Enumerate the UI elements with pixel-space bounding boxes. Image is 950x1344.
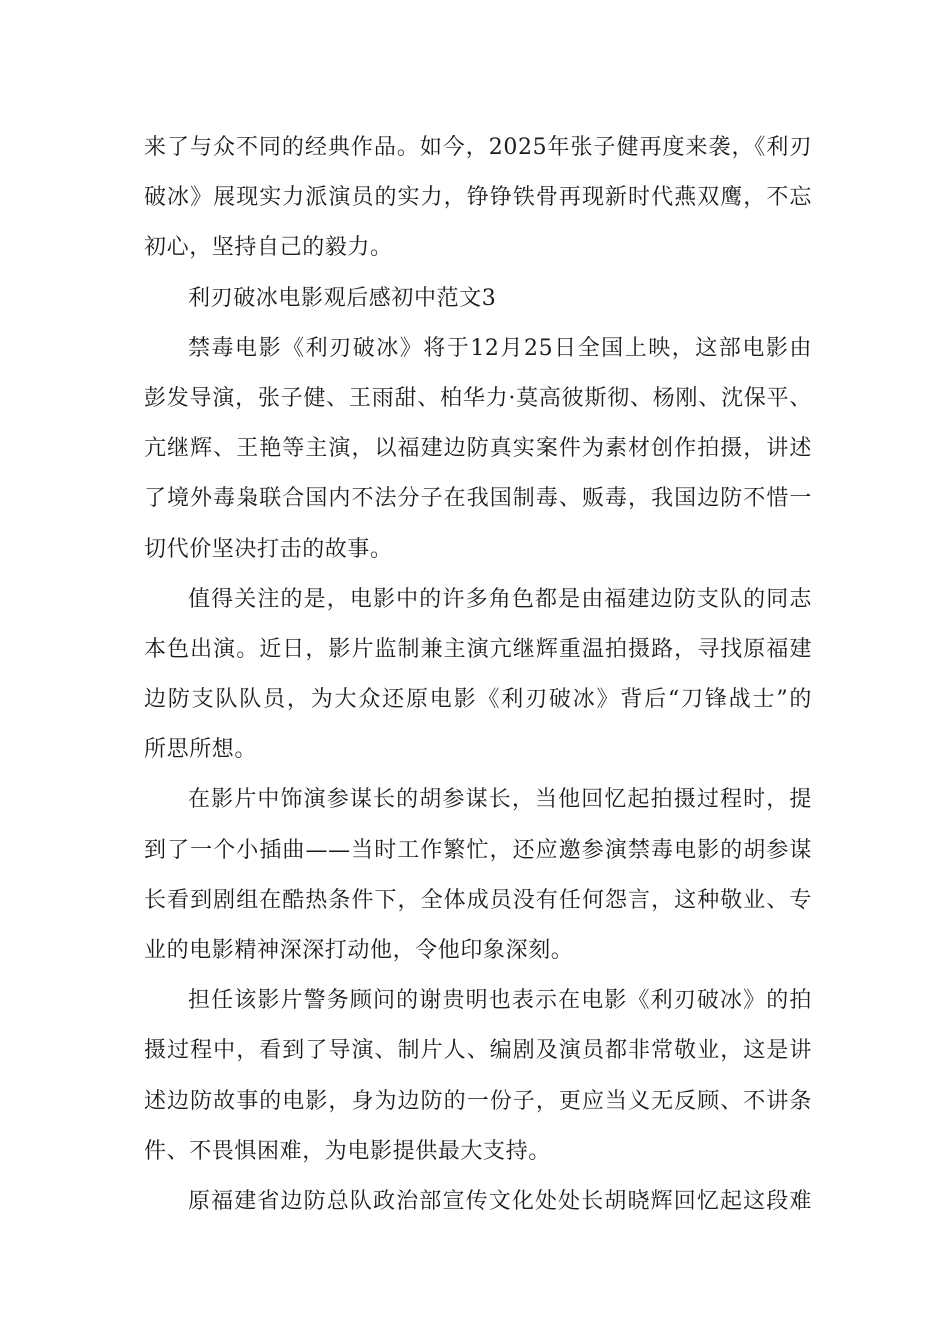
document-body [144,123,812,1227]
text-line: 长看到剧组在酷热条件下，全体成员没有任何怨言，这种敬业、专 [144,887,812,913]
text-line: 摄过程中，看到了导演、制片人、编剧及演员都非常敬业，这是讲 [144,1038,812,1064]
text-line: 业的电影精神深深打动他，令他印象深刻。 [144,938,574,963]
text-line: 初心，坚持自己的毅力。 [144,235,393,261]
text-line: 到了一个小插曲——当时工作繁忙，还应邀参演禁毒电影的胡参谋 [144,837,812,863]
text-line: 所思所想。 [144,737,258,763]
section-heading: 利刃破冰电影观后感初中范文3 [188,285,497,311]
text-line: 原福建省边防总队政治部宣传文化处处长胡晓辉回忆起这段难 [188,1188,812,1214]
text-line: 来了与众不同的经典作品。如今，2025年张子健再度来袭，《利刃 [144,135,812,160]
text-line: 件、不畏惧困难，为电影提供最大支持。 [144,1138,551,1164]
text-line: 担任该影片警务顾问的谢贵明也表示在电影《利刃破冰》的拍 [188,988,812,1014]
text-line: 了境外毒枭联合国内不法分子在我国制毒、贩毒，我国边防不惜一 [144,486,812,512]
text-line: 彭发导演，张子健、王雨甜、柏华力·莫高彼斯彻、杨刚、沈保平、 [144,385,812,411]
text-line: 在影片中饰演参谋长的胡参谋长，当他回忆起拍摄过程时，提 [188,787,812,813]
text-line: 切代价坚决打击的故事。 [144,536,393,562]
text-line: 本色出演。近日，影片监制兼主演亢继辉重温拍摄路，寻找原福建 [144,636,812,662]
text-line: 值得关注的是，电影中的许多角色都是由福建边防支队的同志 [188,586,812,612]
text-line: 破冰》展现实力派演员的实力，铮铮铁骨再现新时代燕双鹰，不忘 [144,185,812,211]
text-line: 禁毒电影《利刃破冰》将于12月25日全国上映，这部电影由 [188,335,812,361]
text-line: 亢继辉、王艳等主演，以福建边防真实案件为素材创作拍摄，讲述 [144,436,812,462]
text-line: 述边防故事的电影，身为边防的一份子，更应当义无反顾、不讲条 [144,1088,812,1114]
text-line: 边防支队队员，为大众还原电影《利刃破冰》背后“刀锋战士”的 [144,687,812,713]
